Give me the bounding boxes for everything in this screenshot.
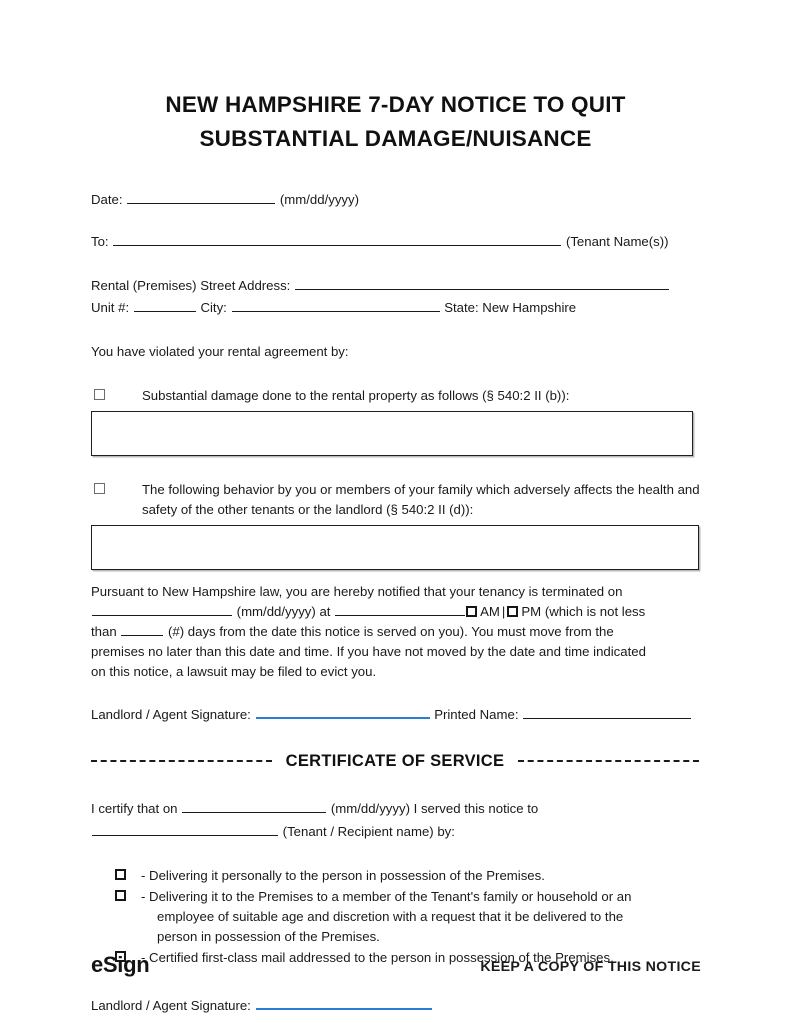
termination-text-part-3-prefix: than bbox=[91, 624, 117, 639]
printed-name-input[interactable] bbox=[523, 705, 691, 719]
to-row bbox=[91, 232, 701, 252]
violation-option-1[interactable] bbox=[91, 386, 701, 406]
page-footer bbox=[91, 952, 701, 978]
title-line-2: SUBSTANTIAL DAMAGE/NUISANCE bbox=[199, 126, 592, 151]
landlord-signature-input-2[interactable] bbox=[256, 995, 432, 1010]
state-label: State: New Hampshire bbox=[444, 300, 577, 315]
dashed-divider-left bbox=[91, 760, 272, 762]
city-input[interactable] bbox=[232, 298, 440, 312]
date-label: Date: bbox=[91, 192, 123, 207]
unit-label: Unit #: bbox=[91, 300, 130, 315]
pm-checkbox[interactable] bbox=[507, 606, 518, 617]
termination-paragraph bbox=[91, 582, 701, 682]
unit-input[interactable] bbox=[134, 298, 196, 312]
delivery-method-1[interactable] bbox=[115, 866, 701, 886]
checkbox-icon[interactable] bbox=[94, 389, 105, 400]
checkbox-icon[interactable] bbox=[94, 483, 105, 494]
address-row bbox=[91, 276, 701, 296]
am-pm-separator: | bbox=[501, 604, 506, 619]
certificate-of-service-header bbox=[91, 751, 699, 771]
to-label: To: bbox=[91, 234, 109, 249]
checkbox-icon[interactable] bbox=[115, 890, 126, 901]
certify-suffix-label: I served this notice to bbox=[413, 801, 539, 816]
printed-name-label: Printed Name: bbox=[434, 707, 519, 722]
tenant-name-hint: (Tenant Name(s)) bbox=[565, 234, 669, 249]
address-input[interactable] bbox=[295, 276, 669, 290]
checkbox-icon[interactable] bbox=[115, 869, 126, 880]
behavior-description-textbox[interactable] bbox=[91, 525, 699, 570]
delivery-method-3-label: - Certified first-class mail addressed to the person in possession of the Premises. bbox=[141, 950, 614, 965]
certify-row bbox=[91, 799, 701, 819]
recipient-name-input[interactable] bbox=[92, 822, 278, 836]
substantial-damage-textbox[interactable] bbox=[91, 411, 693, 456]
am-checkbox[interactable] bbox=[466, 606, 477, 617]
termination-at-label: at bbox=[319, 604, 331, 619]
certificate-of-service-title: CERTIFICATE OF SERVICE bbox=[285, 752, 505, 770]
dashed-divider-right bbox=[518, 760, 699, 762]
notice-days-input[interactable] bbox=[121, 622, 163, 636]
violation-option-2-label: The following behavior by you or members of your family which adversely affects the health and safety of the other tenants or the landlord (§ 540:2 II (d)): bbox=[142, 482, 700, 517]
termination-text-part-4: premises no later than this date and time. If you have not moved by the date and time indicated bbox=[91, 644, 646, 659]
termination-text-part-1: Pursuant to New Hampshire law, you are hereby notified that your tenancy is terminated on bbox=[91, 584, 623, 599]
delivery-method-2-line-2: employee of suitable age and discretion with a request that it be delivered to the bbox=[157, 909, 624, 924]
landlord-signature-label-2: Landlord / Agent Signature: bbox=[91, 998, 251, 1013]
violation-option-2[interactable] bbox=[91, 480, 701, 520]
recipient-row bbox=[91, 822, 701, 842]
service-date-hint: (mm/dd/yyyy) bbox=[330, 801, 410, 816]
landlord-signature-label: Landlord / Agent Signature: bbox=[91, 707, 251, 722]
termination-text-part-2: (which is not less bbox=[544, 604, 646, 619]
termination-date-hint: (mm/dd/yyyy) bbox=[236, 604, 316, 619]
unit-city-state-row bbox=[91, 298, 701, 318]
recipient-hint: (Tenant / Recipient name) by: bbox=[282, 824, 455, 839]
certify-prefix-label: I certify that on bbox=[91, 801, 178, 816]
termination-date-input[interactable] bbox=[92, 602, 232, 616]
delivery-method-2[interactable] bbox=[115, 887, 701, 947]
delivery-method-2-label: - Delivering it to the Premises to a member of the Tenant's family or household or an bbox=[141, 889, 632, 904]
service-date-input[interactable] bbox=[182, 799, 326, 813]
violation-option-1-label: Substantial damage done to the rental property as follows (§ 540:2 II (b)): bbox=[142, 388, 570, 403]
landlord-signature-input[interactable] bbox=[256, 704, 430, 719]
tenant-name-input[interactable] bbox=[113, 232, 561, 246]
signature-block-2 bbox=[91, 995, 701, 1016]
violation-intro: You have violated your rental agreement by: bbox=[91, 344, 349, 359]
termination-text-part-5: on this notice, a lawsuit may be filed to evict you. bbox=[91, 664, 377, 679]
termination-time-input[interactable] bbox=[335, 602, 465, 616]
date-format-hint: (mm/dd/yyyy) bbox=[279, 192, 359, 207]
page-title bbox=[0, 88, 791, 156]
keep-copy-note: KEEP A COPY OF THIS NOTICE bbox=[480, 959, 701, 975]
date-row bbox=[91, 190, 701, 210]
city-label: City: bbox=[200, 300, 227, 315]
date-input[interactable] bbox=[127, 190, 275, 204]
esign-logo: eSign bbox=[91, 952, 150, 977]
title-line-1: NEW HAMPSHIRE 7-DAY NOTICE TO QUIT bbox=[165, 92, 626, 117]
pm-label: PM bbox=[521, 604, 542, 619]
delivery-method-1-label: - Delivering it personally to the person in possession of the Premises. bbox=[141, 868, 545, 883]
address-label: Rental (Premises) Street Address: bbox=[91, 278, 291, 293]
termination-days-hint: (#) days from the date this notice is served on you). You must move from the bbox=[168, 624, 614, 639]
delivery-method-2-line-3: person in possession of the Premises. bbox=[157, 929, 380, 944]
signature-block-1 bbox=[91, 704, 701, 725]
am-label: AM bbox=[480, 604, 500, 619]
document-body bbox=[91, 190, 701, 1016]
